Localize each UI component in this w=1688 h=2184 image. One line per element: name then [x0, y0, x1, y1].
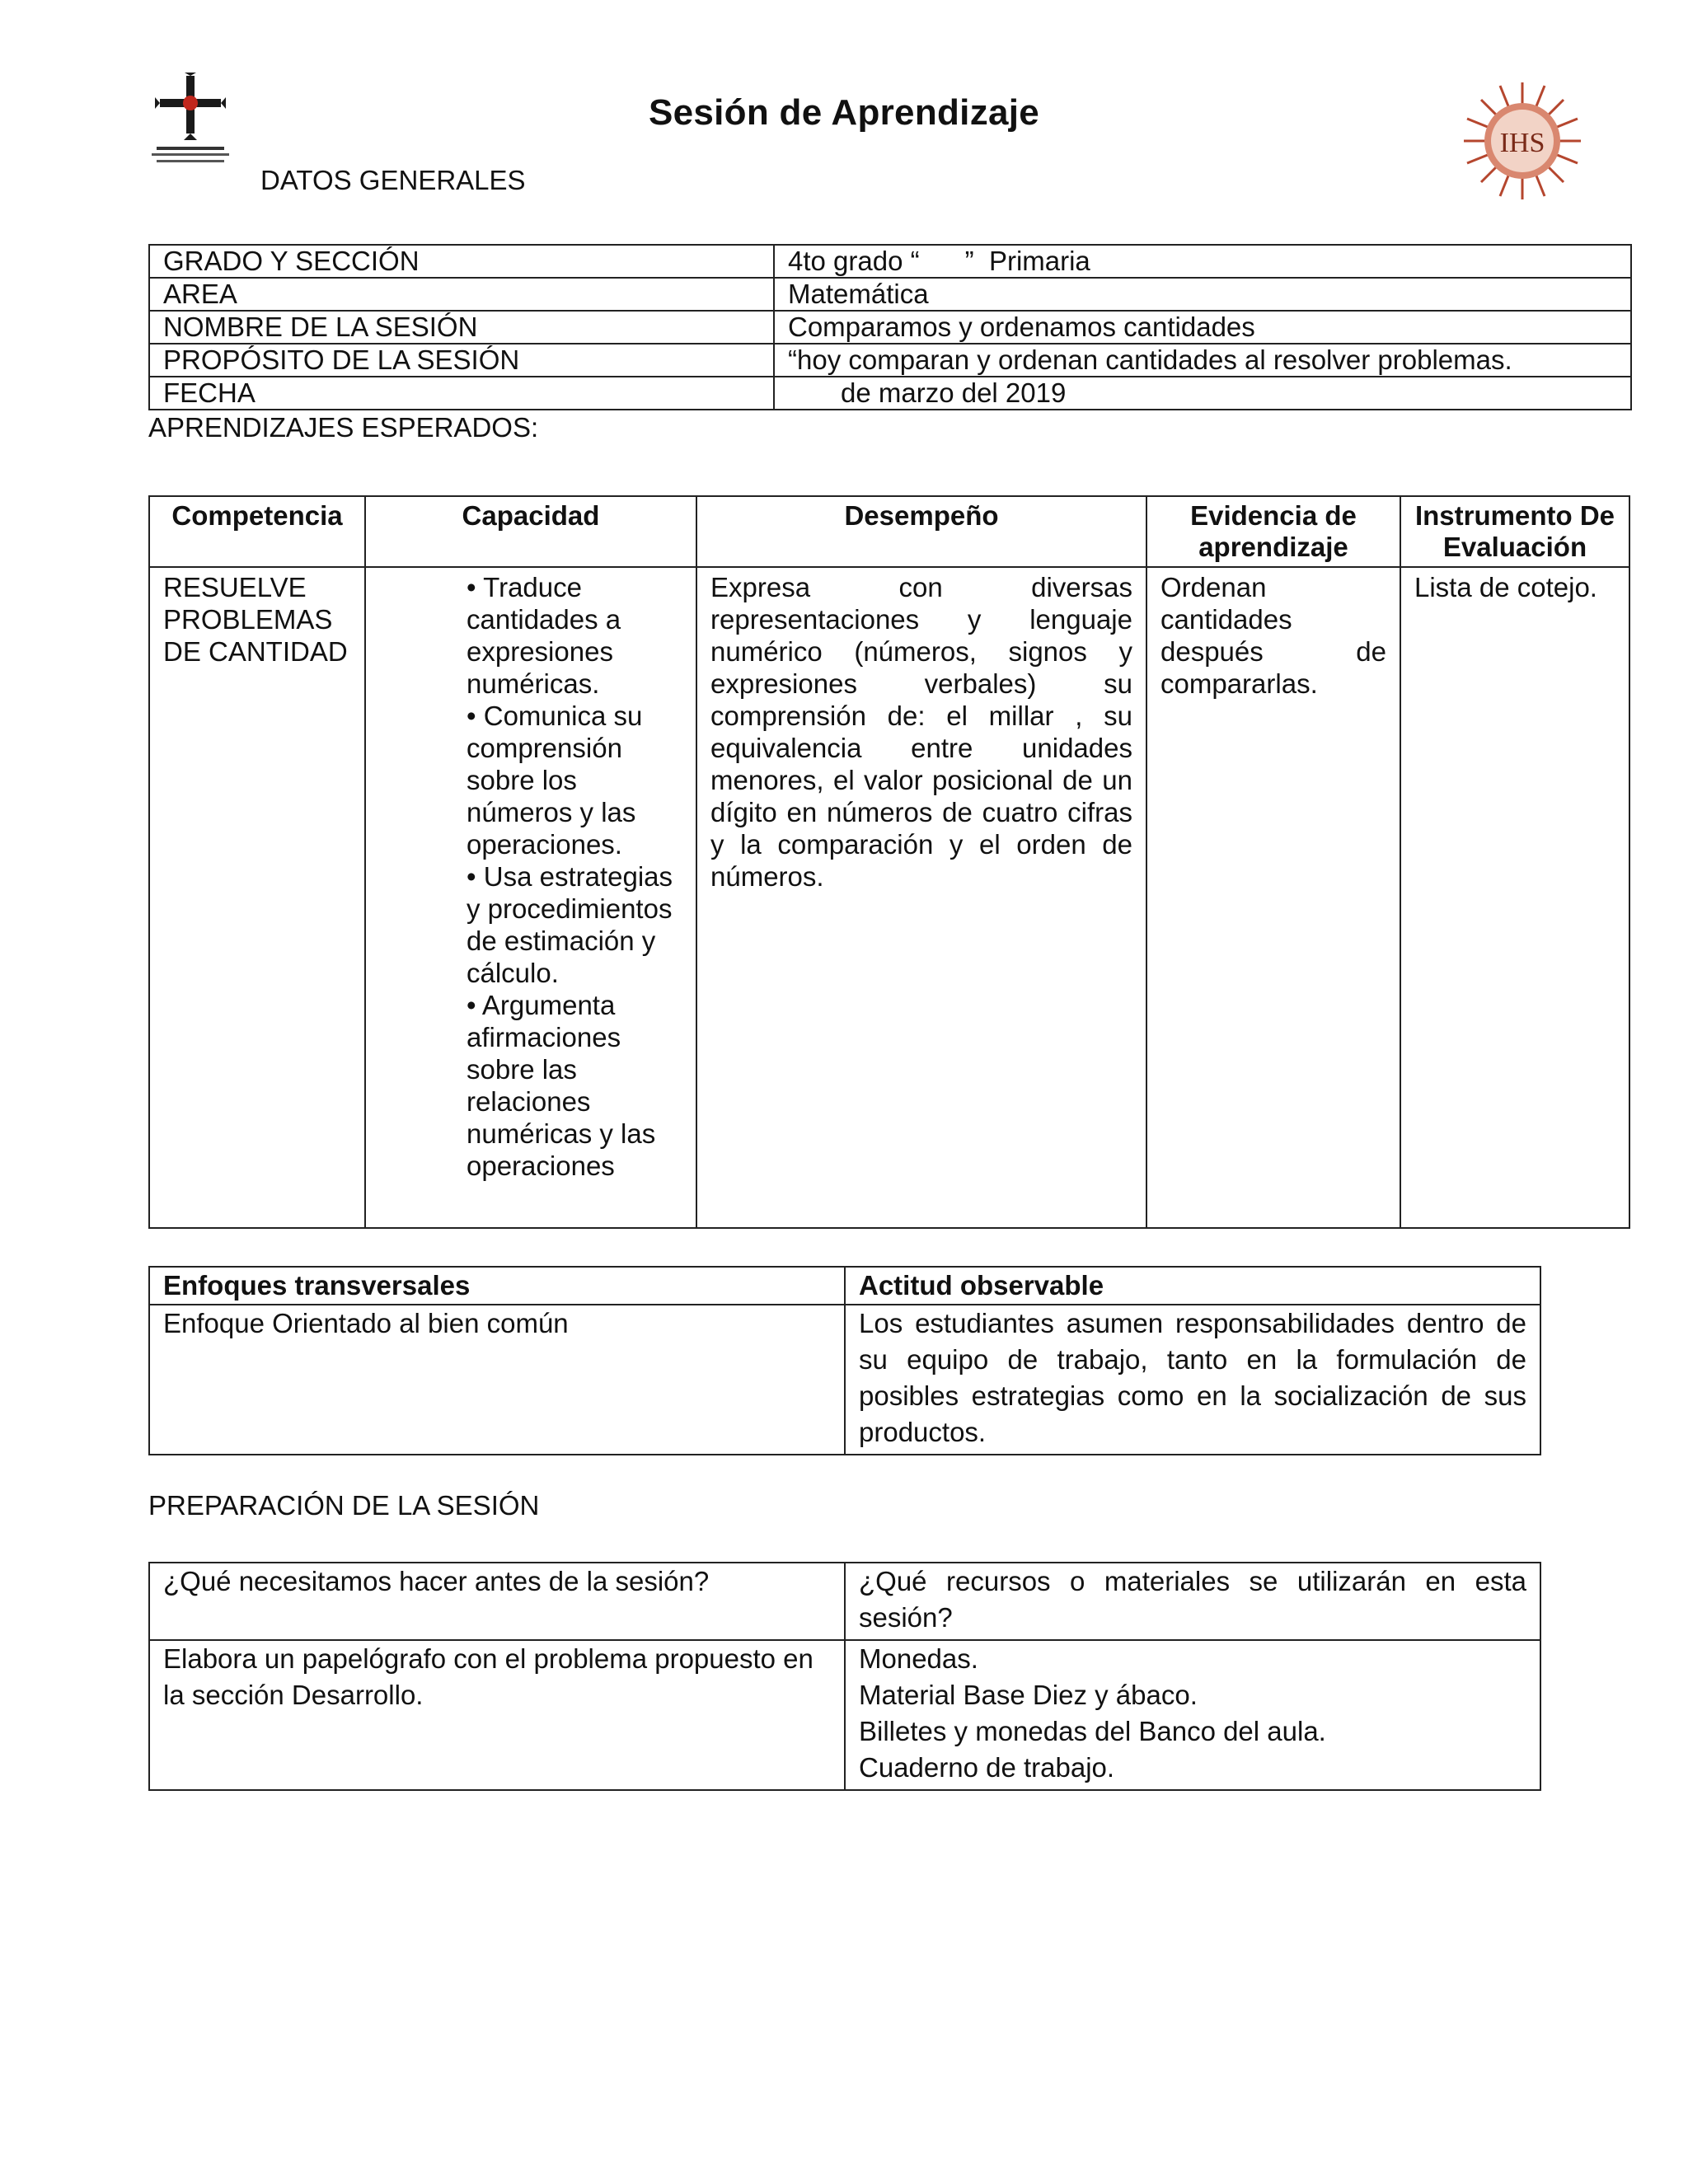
fecha-value: de marzo del 2019 — [774, 377, 1631, 410]
table-row — [149, 278, 1631, 311]
header-evidencia: Evidencia de aprendizaje — [1146, 496, 1400, 567]
capacidades-list — [366, 571, 682, 1182]
table-row — [149, 1305, 1540, 1455]
list-item: • Usa estrategias y procedimientos de estimación y cálculo. — [467, 860, 682, 989]
instrumento-cell: Lista de cotejo. — [1400, 567, 1629, 1228]
preparacion-heading: PREPARACIÓN DE LA SESIÓN — [148, 1490, 540, 1521]
list-item: • Traduce cantidades a expresiones numéricas. — [467, 571, 682, 700]
aprendizajes-table — [148, 495, 1630, 1229]
recursos-cell — [845, 1640, 1540, 1790]
area-label: AREA — [149, 278, 774, 311]
recursos-header-cell: ¿Qué recursos o materiales se utilizarán en esta sesión? — [845, 1563, 1540, 1640]
table-row — [149, 1640, 1540, 1790]
fecha-label: FECHA — [149, 377, 774, 410]
antes-header-cell: ¿Qué necesitamos hacer antes de la sesión? — [149, 1563, 845, 1640]
table-row — [149, 567, 1629, 1228]
nombre-label: NOMBRE DE LA SESIÓN — [149, 311, 774, 344]
table-row — [149, 344, 1631, 377]
aprendizajes-heading: APRENDIZAJES ESPERADOS: — [148, 412, 539, 443]
table-row — [149, 1563, 1540, 1640]
header-instrumento: Instrumento De Evaluación — [1400, 496, 1629, 567]
competencia-cell: RESUELVE PROBLEMAS DE CANTIDAD — [149, 567, 365, 1228]
section-label-datos-generales: DATOS GENERALES — [260, 165, 526, 195]
capacidad-cell — [365, 567, 696, 1228]
header-enfoques: Enfoques transversales — [149, 1267, 845, 1305]
list-item: Cuaderno de trabajo. — [859, 1752, 1115, 1783]
table-header-row — [149, 1267, 1540, 1305]
antes-cell: Elabora un papelógrafo con el problema propuesto en la sección Desarrollo. — [149, 1640, 845, 1790]
general-data-table — [148, 244, 1632, 410]
proposito-label: PROPÓSITO DE LA SESIÓN — [149, 344, 774, 377]
list-item: Monedas. — [859, 1643, 978, 1674]
enfoques-table — [148, 1266, 1541, 1455]
evidencia-cell: Ordenan cantidades después de compararlas. — [1146, 567, 1400, 1228]
header-capacidad: Capacidad — [365, 496, 696, 567]
grado-label: GRADO Y SECCIÓN — [149, 245, 774, 278]
svg-text:IHS: IHS — [1499, 128, 1545, 158]
page-title: Sesión de Aprendizaje — [648, 92, 1040, 133]
header-competencia: Competencia — [149, 496, 365, 567]
enfoque-cell: Enfoque Orientado al bien común — [149, 1305, 845, 1455]
table-row — [149, 311, 1631, 344]
nombre-value: Comparamos y ordenamos cantidades — [774, 311, 1631, 344]
list-item: Material Base Diez y ábaco. — [859, 1680, 1198, 1710]
header-desempeno: Desempeño — [696, 496, 1146, 567]
table-row — [149, 245, 1631, 278]
table-row — [149, 377, 1631, 410]
header-actitud: Actitud observable — [845, 1267, 1540, 1305]
proposito-value: “hoy comparan y ordenan cantidades al resolver problemas. — [774, 344, 1631, 377]
table-header-row — [149, 496, 1629, 567]
list-item: • Comunica su comprensión sobre los números y las operaciones. — [467, 700, 682, 860]
preparacion-table — [148, 1562, 1541, 1791]
list-item: • Argumenta afirmaciones sobre las relaciones numéricas y las operaciones — [467, 989, 682, 1182]
desempeno-cell: Expresa con diversas representaciones y lenguaje numérico (números, signos y expresiones verbales) su comprensión de: el millar , su equivalencia entre unidades menores, el valor posicional de un dígito en números de cuatro cifras y la comparación y el orden de números. — [696, 567, 1146, 1228]
grado-value: 4to grado “ ” Primaria — [774, 245, 1631, 278]
list-item: Billetes y monedas del Banco del aula. — [859, 1716, 1326, 1746]
area-value: Matemática — [774, 278, 1631, 311]
actitud-cell: Los estudiantes asumen responsabilidades dentro de su equipo de trabajo, tanto en la formulación de posibles estrategias como en la socialización de sus productos. — [845, 1305, 1540, 1455]
